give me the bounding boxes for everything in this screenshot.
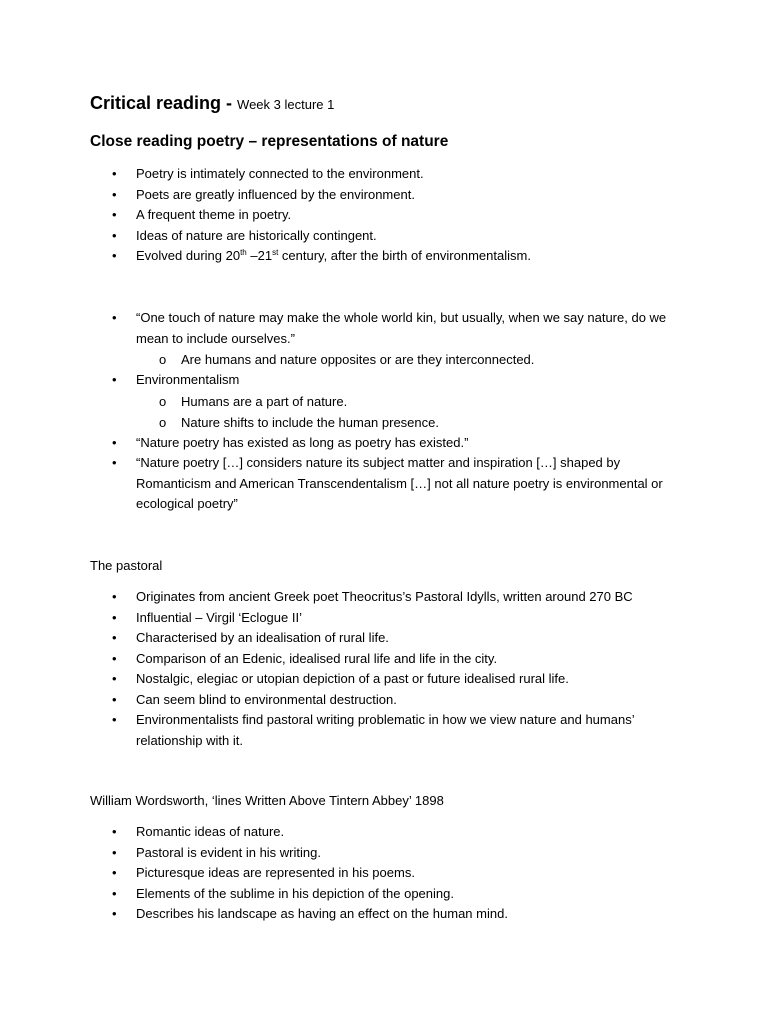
- list-item: • Influential – Virgil ‘Eclogue II’: [0, 608, 676, 629]
- sub-list-item: o Are humans and nature opposites or are they interconnected.: [136, 349, 676, 370]
- list-item: • Picturesque ideas are represented in his poems.: [0, 863, 676, 884]
- list-item: • Evolved during 20th –21st century, after the birth of environmentalism.: [0, 246, 676, 267]
- list-item: • Describes his landscape as having an effect on the human mind.: [0, 904, 676, 925]
- bullet-icon: •: [112, 906, 117, 921]
- title-main: Critical reading -: [90, 93, 238, 113]
- bullet-icon: •: [112, 712, 117, 727]
- bullet-icon: •: [112, 630, 117, 645]
- list-item: • Comparison of an Edenic, idealised rural life and life in the city.: [0, 649, 676, 670]
- bullet-icon: •: [112, 650, 117, 666]
- bullet-icon: •: [112, 609, 117, 625]
- sub-list: [136, 391, 676, 433]
- bullet-icon: •: [112, 227, 117, 243]
- list-item: • “Nature poetry […] considers nature its subject matter and inspiration […] shaped by Romanticism and American Transcendentalism […] not all nature poetry is environmental or ecological poetry”: [112, 455, 663, 511]
- sub-bullet-icon: o: [159, 414, 167, 430]
- list-item: • Environmentalists find pastoral writing problematic in how we view nature and humans’ relationship with it.: [112, 712, 635, 748]
- list-item: • A frequent theme in poetry.: [0, 205, 676, 226]
- list-item: • Elements of the sublime in his depiction of the opening.: [0, 884, 676, 905]
- list-item: • Nostalgic, elegiac or utopian depiction of a past or future idealised rural life.: [0, 669, 676, 690]
- quotes-bullet-list: [0, 308, 768, 515]
- pastoral-bullet-list: [0, 587, 768, 751]
- list-item: • Can seem blind to environmental destruction.: [0, 690, 676, 711]
- bullet-icon: •: [112, 310, 117, 325]
- section-heading: Close reading poetry – representations of nature: [90, 133, 449, 150]
- bullet-icon: •: [112, 434, 117, 450]
- sub-bullet-icon: o: [159, 352, 167, 367]
- list-item: • Poets are greatly influenced by the environment.: [0, 185, 676, 206]
- bullet-icon: •: [112, 844, 117, 860]
- bullet-icon: •: [112, 166, 117, 181]
- intro-bullet-list: [0, 164, 768, 267]
- page-title: [90, 93, 334, 114]
- list-item: • Characterised by an idealisation of rural life.: [0, 628, 676, 649]
- bullet-icon: •: [112, 824, 117, 839]
- bullet-icon: •: [112, 589, 117, 604]
- bullet-icon: •: [112, 455, 117, 470]
- bullet-icon: •: [112, 885, 117, 901]
- sub-list-item: o Humans are a part of nature.: [136, 391, 676, 412]
- sub-list: [136, 349, 676, 370]
- bullet-icon: •: [112, 186, 117, 202]
- bullet-icon: •: [112, 207, 117, 222]
- wordsworth-bullet-list: [0, 822, 768, 925]
- wordsworth-heading: William Wordsworth, ‘lines Written Above Tintern Abbey’ 1898: [90, 793, 444, 808]
- list-item: • Poetry is intimately connected to the environment.: [0, 164, 676, 185]
- bullet-icon: •: [112, 671, 117, 686]
- list-item: • Ideas of nature are historically contingent.: [0, 226, 676, 247]
- list-item: • Romantic ideas of nature.: [0, 822, 676, 843]
- sub-list-item: o Nature shifts to include the human presence.: [136, 412, 676, 433]
- bullet-icon: •: [112, 248, 117, 263]
- bullet-icon: •: [112, 691, 117, 707]
- list-item: • Environmentalism o Humans are a part of nature. o Nature shifts to include the human presence.: [0, 370, 676, 433]
- list-item: • “Nature poetry has existed as long as poetry has existed.”: [0, 433, 676, 454]
- pastoral-heading: The pastoral: [90, 558, 163, 573]
- bullet-icon: •: [112, 372, 117, 387]
- list-item: • “One touch of nature may make the whole world kin, but usually, when we say nature, do we mean to include ourselves.” o Are humans and nature opposites or are they interconnected.: [0, 308, 676, 370]
- title-subtitle: Week 3 lecture 1: [237, 97, 335, 112]
- list-item: • Originates from ancient Greek poet Theocritus’s Pastoral Idylls, written around 270 BC: [0, 587, 676, 608]
- bullet-icon: •: [112, 865, 117, 880]
- list-item: • Pastoral is evident in his writing.: [0, 843, 676, 864]
- sub-bullet-icon: o: [159, 393, 167, 409]
